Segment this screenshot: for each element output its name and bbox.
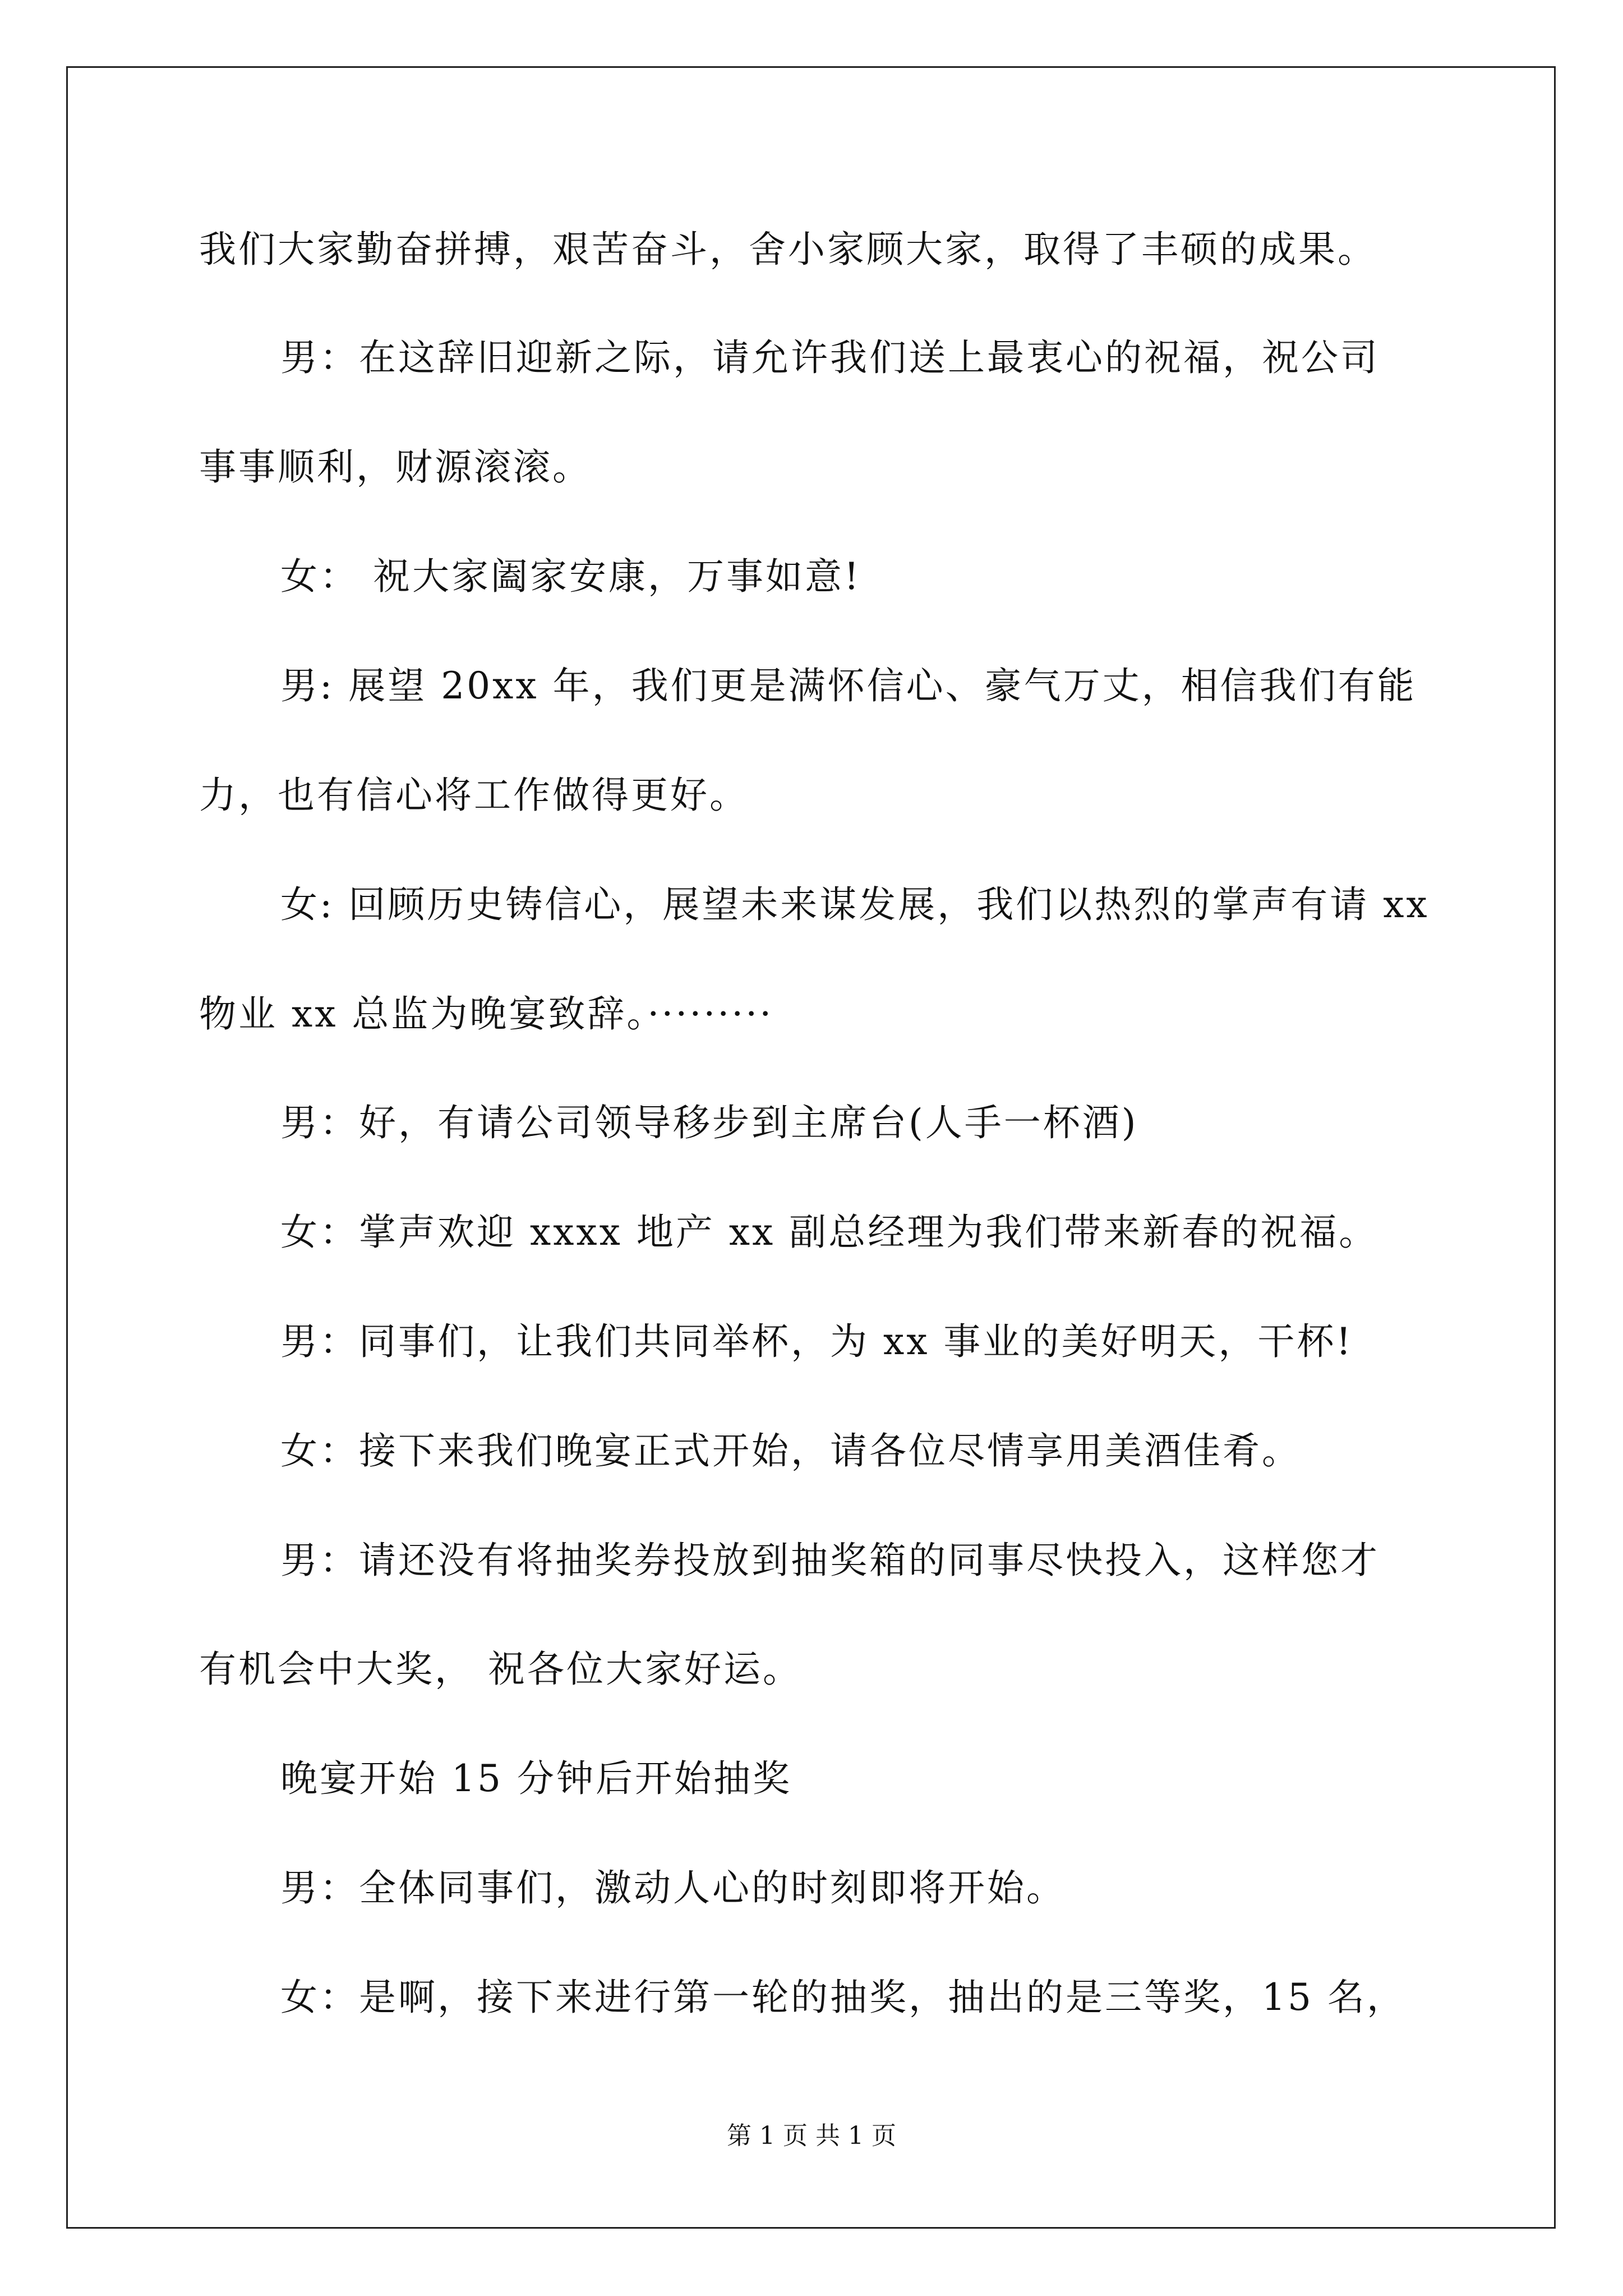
text-line: 女：掌声欢迎 xxxx 地产 xx 副总经理为我们带来新春的祝福。 (280, 1211, 1378, 1254)
text-line: 力，也有信心将工作做得更好。 (199, 774, 749, 817)
text-line: 男：同事们，让我们共同举杯，为 xx 事业的美好明天，干杯! (280, 1320, 1353, 1363)
text-line: 男：好，有请公司领导移步到主席台(人手一杯酒) (280, 1101, 1138, 1144)
text-line: 晚宴开始 15 分钟后开始抽奖 (280, 1757, 792, 1800)
text-line: 女： 祝大家阖家安康，万事如意! (280, 555, 861, 598)
text-line: 男: 展望 20xx 年，我们更是满怀信心、豪气万丈，相信我们有能 (280, 664, 1417, 707)
text-line: 有机会中大奖， 祝各位大家好运。 (199, 1648, 802, 1691)
text-line: 男：请还没有将抽奖券投放到抽奖箱的同事尽快投入，这样您才 (280, 1539, 1380, 1582)
page-number-footer: 第 1 页 共 1 页 (727, 2122, 896, 2150)
text-line: 女: 回顾历史铸信心，展望未来谋发展，我们以热烈的掌声有请 xx (280, 883, 1430, 926)
text-line: 物业 xx 总监为晚宴致辞。········· (199, 992, 774, 1036)
text-line: 事事顺利，财源滚滚。 (199, 445, 592, 489)
text-line: 女：是啊，接下来进行第一轮的抽奖，抽出的是三等奖，15 名， (280, 1976, 1406, 2019)
text-line: 男：在这辞旧迎新之际，请允许我们送上最衷心的祝福，祝公司 (280, 336, 1380, 379)
text-line: 我们大家勤奋拼搏，艰苦奋斗，舍小家顾大家，取得了丰硕的成果。 (199, 228, 1377, 271)
text-line: 男：全体同事们，激动人心的时刻即将开始。 (280, 1866, 1066, 1910)
text-line: 女：接下来我们晚宴正式开始，请各位尽情享用美酒佳肴。 (280, 1429, 1301, 1473)
